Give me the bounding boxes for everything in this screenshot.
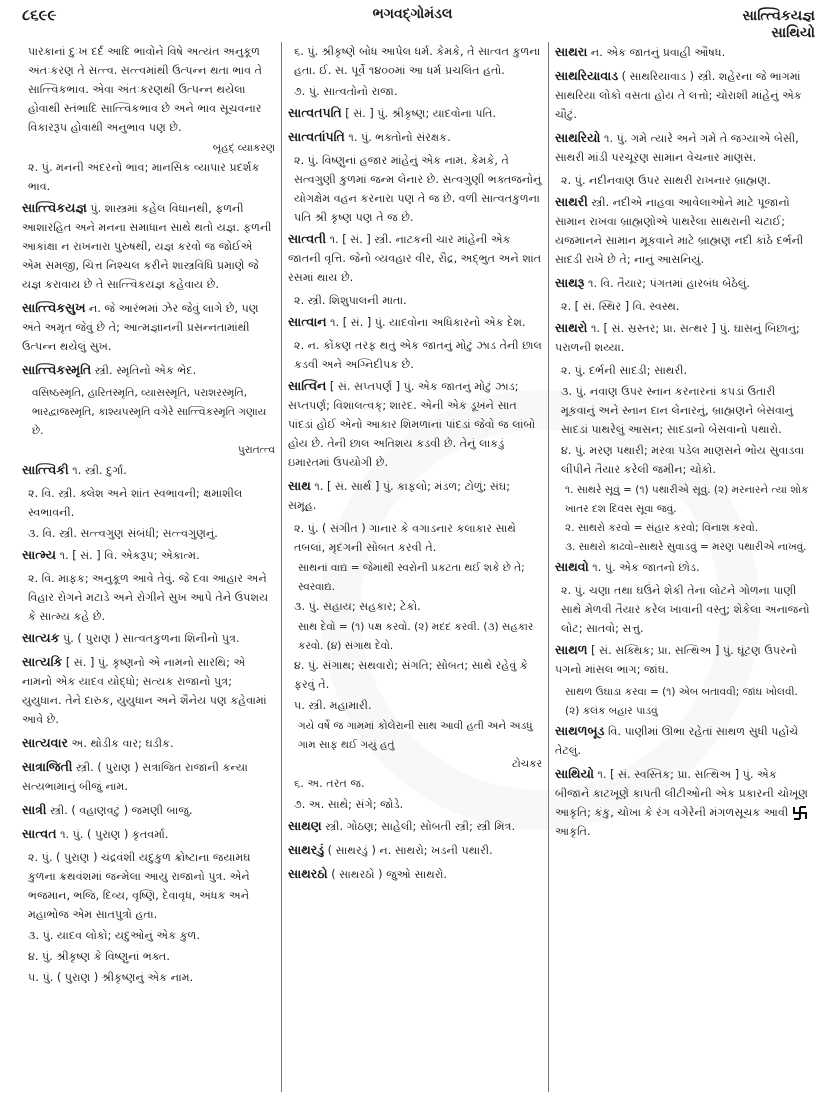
idiom-example: ૧. સાથરે સૂવું = (૧) પથારીએ સૂવું. (૨) મરનારને ત્યાં શોક ખાતર દશ દિવસ સૂવા જવું.: [565, 484, 809, 515]
definition-tail: આકૃતિ.: [555, 825, 591, 838]
entry-sense: [288, 519, 542, 557]
dictionary-entry: [555, 557, 810, 577]
entry-sense: [22, 484, 275, 522]
entry-sense: [288, 151, 542, 227]
headword: સાત્રાજિતી: [22, 759, 73, 774]
dictionary-entry: [22, 652, 275, 729]
headword: સાત્વાન: [288, 314, 327, 329]
dictionary-entry: [22, 757, 275, 796]
definition: ૧. પું. ભક્તોનો સંરક્ષક.: [348, 131, 451, 144]
headword: સાત્વતી: [288, 231, 327, 246]
dictionary-entry: [555, 273, 810, 293]
headword: સાત્ત્વિકી: [22, 462, 69, 477]
entry-sense: [22, 42, 275, 137]
dictionary-entry: [22, 628, 275, 648]
definition: ૨. પું. ચણા તથા ઘઉંને શેકી તેના લોટને ગોળના પાણી સાથે મેળવી તૈયાર કરેલ ખાવાની વસ્તુ; શેકેલા અનાજનો લોટ; સાતવો; સત્તુ.: [561, 584, 810, 635]
entry-sense: [555, 581, 810, 638]
usage-example: સાથ દેવો = (૧) પક્ષ કરવો. (૨) મદદ કરવી. (૩) સહકાર કરવો. (૪) સંગાથ દેવો.: [298, 621, 534, 652]
definition: ૨. પું. નદીનવાણ ઉપર સાથરી રાખનાર બ્રાહ્મણ.: [561, 174, 771, 187]
definition: પું. ( પુરાણ ) સાત્વતકુળના શિનીનો પુત્ર.: [63, 632, 240, 645]
headword: સાથરઠો: [288, 866, 328, 881]
swastika-icon: [792, 805, 808, 821]
dictionary-entry: [22, 800, 275, 820]
usage-example: સાથળ ઉઘાડા કરવા = (૧) એબ બતાવવી; જાંઘ ખોલવી. (૨) કલંક બહાર પાડવું: [565, 686, 798, 717]
headword: સાથરી: [555, 194, 588, 209]
page-number: ૮૬૯૯: [22, 6, 57, 24]
definition: ૩. પું. સહાય; સહકાર; ટેકો.: [294, 600, 421, 613]
dictionary-columns: [16, 42, 816, 1092]
definition: ૧. [ સં. સ્વસ્તિક; પ્રા. સત્થિઅ ] પું. એક બીજાને કાટખૂણે કાપતી લીટીઓની એક પ્રકારની ચોખૂણ આકૃતિ; કંકુ, ચોખા કે રંગ વગેરેની મંગળસૂચક આવી: [555, 768, 809, 819]
usage-example: સાથનાં વાદ્ય = જેમાંથી સ્વરોની પ્રકટતા થઈ શકે છે તે; સ્વરવાદ્ય.: [298, 562, 525, 593]
entry-sense: [22, 848, 275, 924]
guide-word-first: સાત્ત્વિકયજ્ઞ: [742, 8, 815, 24]
column-right: [549, 42, 816, 1092]
headword: સાત્વતપતિ: [288, 105, 342, 120]
usage-example: ગયે વર્ષે જ ગામમાં કોલેરાની સાથ આવી હતી અને અડધું ગામ સાફ થઈ ગયું હતું: [298, 720, 533, 751]
headword: સાત્યવાર: [22, 735, 68, 750]
entry-sense: [22, 524, 275, 543]
dictionary-entry: [555, 721, 810, 760]
headword: સાથરૂ: [555, 275, 585, 290]
definition: [ સં. સક્થિક; પ્રા. સત્થિઅ ] પું. ઘૂંટણ ઉપરનો પગનો માંસલ ભાગ; જાંઘ.: [555, 644, 798, 676]
dictionary-entry: [288, 840, 542, 860]
citation-source: પુરાતત્ત્વ: [237, 444, 275, 456]
headword: સાથ: [288, 478, 311, 493]
definition: [ સં. સપ્તપર્ણ ] પું. એક જાતનું મોટું ઝાડ; સપ્તપર્ણ; વિશાલત્વક્; શારદ. એની એક ડૂખને સાત પાંદડાં હોઈ એનો આકાર શિમળાનાં પાંદડાં જેવો જ લાંબો હોય છે. તેની છાલ અતિશય કડવી છે. તેનું લાકડું ઇમારતમાં ઉપયોગી છે.: [288, 380, 536, 469]
book-title: ભગવદ્ગોમંડલ: [372, 6, 453, 22]
dictionary-entry: [22, 460, 275, 480]
usage-example: વસિષ્ઠસ્મૃતિ, હારિતસ્મૃતિ, વ્યાસસ્મૃતિ, પરાશરસ્મૃતિ, ભારદ્વાજસ્મૃતિ, કાશ્યપસ્મૃતિ વગેરે સાત્ત્વિકસ્મૃતિ ગણાય છે.: [32, 387, 267, 437]
dictionary-entry: [22, 198, 275, 294]
entry-sense: [288, 82, 542, 101]
definition: ૧. [ સં. ] સ્ત્રી. નાટકની ચાર માંહેની એક જાતની વૃત્તિ. જેનો વ્યવહાર વીર, રૌદ્ર, અદ્ભુત અને શાંત રસમાં થાય છે.: [288, 233, 542, 284]
definition: અ. થોડીક વાર; ઘડીક.: [71, 737, 174, 750]
definition: પારકાનાં દુઃખ દર્દ આદિ ભાવોને વિષે અત્યંત અનુકૂળ અંતઃકરણ તે સત્ત્વ. સત્ત્વમાંથી ઉત્પન્ન થતા ભાવ તે સાત્ત્વિકભાવ. એવા અંતઃકરણથી ઉત્પન્ન થયેલા હોવાથી સ્તંભાદિ સાત્ત્વિકભાવ છે અને ભાવ સૂચવનાર વિકારરૂપ હોવાથી અનુભાવ પણ છે.: [28, 45, 263, 134]
headword: સાત્વિન: [288, 378, 327, 393]
headword: સાત્ત્વિકયજ્ઞ: [22, 200, 87, 215]
dictionary-entry: [555, 128, 810, 167]
headword: સાત્યક: [22, 630, 60, 645]
entry-sense: [288, 656, 542, 694]
headword: સાત્મ્ય: [22, 547, 57, 562]
definition: સ્ત્રી. સ્મૃતિનો એક ભેદ.: [94, 364, 197, 377]
definition: ૫. પું. ( પુરાણ ) શ્રીકૃષ્ણનું એક નામ.: [28, 971, 194, 984]
definition: ન. જે આરંભમાં ઝેર જેવું લાગે છે, પણ અંતે અમૃત જેવું છે તે; આત્મજ્ઞાનની પ્રસન્નતામાંથી ઉત્પન્ન થયેલું સુખ.: [22, 302, 259, 353]
headword: સાથરિયાવાડ: [555, 68, 619, 83]
definition: [ સં. ] પું. કૃષ્ણનો એ નામનો સારથિ; એ નામનો એક યાદવ યોદ્ધો; સત્યક રાજાનો પુત્ર; યુયુધાન. તેને દારુક, યુયુધાન અને શૈનેય પણ કહેવામાં આવે છે.: [22, 656, 267, 726]
definition: ૬. અ. તરત જ.: [294, 777, 365, 790]
definition: ૨. વિ. માફક; અનુકૂળ આવે તેવું. જે દવા આહાર અને વિહાર રોગને મટાડે અને રોગીને સુખ આપે તેને ઉપશય કે સાત્મ્ય કહે છે.: [28, 572, 269, 623]
entry-sense: [555, 382, 810, 439]
dictionary-entry: [288, 376, 542, 472]
entry-sense: [555, 171, 810, 190]
definition: ૨. પું. ( પુરાણ ) ચંદ્રવંશી યદુકુળ ક્રોષ્ટાના જયામઘ કુળના ક્રથવંશમાં જન્મેલા આયુ રાજાનો પુત્ર. એને ભજમાન, ભજિ, દિવ્ય, વૃષ્ણિ, દેવાવૃધ, અંધક અને મહાભોજ એમ સાતપુત્રો હતા.: [28, 851, 251, 921]
definition: ૪. પું. સંગાથ; સથવારો; સંગતિ; સોબત; સાથે રહેવું કે ફરવું તે.: [294, 659, 528, 691]
definition: ૨. પું. વિષ્ણુનાં હજાર માંહેનું એક નામ. કેમકે, તે સત્વગુણી કુળમાં જન્મ લેનાર છે. સત્વગુણી ભક્તજનોનું યોગક્ષેમ વહન કરનારા પણ તે જ છે. વળી સાત્વતકુળના પતિ શ્રી કૃષ્ણ પણ તે જ છે.: [294, 154, 542, 224]
headword: સાથળ: [555, 642, 588, 657]
definition: ૩. વિ. સ્ત્રી. સત્ત્વગુણ સંબંધી; સત્ત્વગુણનું.: [28, 527, 218, 540]
definition: ૪. પું. મરણ પથારી; મરવા પડેલ માણસને ભોંય સુવાડવા લીંપીને તૈયાર કરેલી જમીન; ચોકો.: [561, 444, 805, 476]
citation-source: ટોચકર: [512, 758, 542, 770]
headword: સાથરો: [555, 320, 588, 335]
definition: ૫. સ્ત્રી. મહામારી.: [294, 699, 372, 712]
headword: સાથણ: [288, 818, 322, 833]
entry-sense: [288, 774, 542, 793]
definition: ૭. પું. સાત્વતોનો રાજા.: [294, 85, 398, 98]
dictionary-entry: [555, 192, 810, 269]
dictionary-entry: [555, 764, 810, 841]
dictionary-entry: [288, 127, 542, 147]
headword: સાત્રી: [22, 802, 47, 817]
dictionary-entry: [288, 229, 542, 287]
entry-sense: [22, 158, 275, 196]
definition: ૧. પું. ( પુરાણ ) કૃતવર્મા.: [60, 828, 169, 841]
definition: ૨. પું. મનની અંદરનો ભાવ; માનસિક વ્યાપાર પ્રદર્શક ભાવ.: [28, 161, 260, 193]
headword: સાત્વત: [22, 826, 57, 841]
definition: સ્ત્રી. ( વહાણવટું ) જમણી બાજુ.: [50, 804, 193, 817]
definition: સ્ત્રી. નદીએ નાહવા આવેલાઓને માટે પૂજાનો સામાન રાખવા બ્રાહ્મણોએ પાથરેલા સાથરાની ચટાઈ; યજમાનને સામાન મૂકવાને માટે બ્રાહ્મણ નદી કાંઠે દર્ભની સાદડી રાખે છે તે; નાનું આસનિયું.: [555, 196, 804, 266]
definition: ૨. ન. કોંકણ તરફ થતું એક જાતનું મોટું ઝાડ તેની છાલ કડવી અને અગ્નિદીપક છે.: [294, 339, 542, 371]
definition: [ સં. ] પું. શ્રીકૃષ્ણ; યાદવોના પતિ.: [345, 107, 497, 120]
definition: ( સાથરડું ) ન. સાથરો; ખડની પથારી.: [327, 844, 493, 857]
column-left: [16, 42, 282, 1092]
headword: સાત્ત્વિકસ્મૃતિ: [22, 362, 92, 377]
entry-sense: [22, 569, 275, 626]
definition: ૧. [ સં. સ્રસ્તર; પ્રા. સત્થર ] પું. ઘાસનું બિછાનું; પરાળની શય્યા.: [555, 322, 800, 354]
dictionary-entry: [22, 733, 275, 753]
definition: ૩. પું. નવાણ ઉપર સ્નાન કરનારનાં કપડાં ઉતારી મૂકવાનું અને સ્નાન દાન લેનારનું, બ્રાહ્મણને બેસવાનું સાદડાં પાથરેલું આસન; સાદડાનો બેસવાનો પથારો.: [561, 385, 794, 436]
headword: સાથિયો: [555, 766, 594, 781]
dictionary-entry: [555, 66, 810, 124]
entry-sense: [288, 42, 542, 80]
idiom-example: ૩. સાથરો કાઢવો–સાથરે સુવાડવું = મરણ પથારીએ નાખવું.: [565, 541, 807, 553]
entry-sense: [22, 926, 275, 945]
definition: ૧. પું. એક જાતનો છોડ.: [592, 561, 700, 574]
entry-sense: [555, 441, 810, 479]
definition: સ્ત્રી. ( પુરાણ ) સત્રાજિત રાજાની કન્યા સત્યભામાનું બીજું નામ.: [22, 761, 248, 793]
headword: સાથરડું: [288, 842, 325, 857]
dictionary-entry: [22, 360, 275, 380]
guide-word-last: સાથિયો: [771, 25, 815, 41]
definition: ૨. વિ. સ્ત્રી. ક્લેશ અને શાંત સ્વભાવની; ક્ષમાશીલ સ્વભાવની.: [28, 487, 243, 519]
definition: ૬. પું. શ્રીકૃષ્ણે બોધ આપેલ ધર્મ. કેમકે, તે સાત્વત કુળના હતા. ઈ. સ. પૂર્વે ૧૪૦૦માં આ ધર્મ પ્રચલિત હતો.: [294, 45, 541, 77]
dictionary-entry: [288, 816, 542, 836]
dictionary-entry: [555, 640, 810, 679]
entry-sense: [288, 597, 542, 616]
entry-sense: [555, 297, 810, 316]
headword: સાથળબૂડ: [555, 723, 605, 738]
entry-sense: [22, 947, 275, 966]
entry-sense: [288, 795, 542, 814]
definition: ૩. પું. યાદવ લોકો; યદુઓનું એક કુળ.: [28, 929, 200, 942]
definition: ૧. પું. ગમે ત્યારે અને ગમે તે જગ્યાએ બેસી, સાથરી માંડી પરચૂરણ સામાન વેચનાર માણસ.: [555, 132, 799, 164]
definition: ૨. [ સં. સ્થિર ] વિ. સ્વસ્થ.: [561, 300, 680, 313]
definition: ૨. પું. ( સંગીત ) ગાનાર કે વગાડનાર કલાકાર સાથે તબલાં, મૃદંગની સોબત કરવી તે.: [294, 522, 516, 554]
entry-sense: [288, 291, 542, 310]
headword: સાત્વતાંપતિ: [288, 129, 345, 144]
guide-words: [742, 8, 815, 42]
headword: સાથવો: [555, 559, 589, 574]
definition: ૧. [ સં. સાર્થ ] પું. કાફલો; મંડળ; ટોળું; સંઘ; સમૂહ.: [288, 480, 511, 512]
definition: ૧. વિ. તૈયાર; પંગતમાં હારબંધ બેઠેલું.: [588, 277, 750, 290]
definition: ૪. પું. શ્રીકૃષ્ણ કે વિષ્ણુનાં ભક્ત.: [28, 950, 170, 963]
definition: સ્ત્રી. ગોઠણ; સાહેલી; સોબતી સ્ત્રી; સ્ત્રી મિત્ર.: [325, 820, 516, 833]
headword: સાથરિયો: [555, 130, 601, 145]
entry-sense: [22, 968, 275, 987]
definition: ૧. સ્ત્રી. દુર્ગા.: [72, 464, 127, 477]
dictionary-entry: [22, 545, 275, 565]
definition: ૨. પું. દર્ભની સાદડી; સાથરી.: [561, 364, 687, 377]
entry-sense: [288, 336, 542, 374]
headword: સાત્ત્વિકસુખ: [22, 300, 86, 315]
dictionary-entry: [288, 103, 542, 123]
column-middle: [282, 42, 549, 1092]
page-header: [0, 0, 825, 46]
definition: ( સાથરિયાવાડ ) સ્ત્રી. શહેરના જે ભાગમાં સાથરિયા લોકો વસતા હોય તે લત્તો; ચોરાશી માંહેનું એક ચૌટું.: [555, 70, 802, 121]
dictionary-entry: [288, 864, 542, 884]
definition: ૭. અ. સાથે; સંગે; જોડે.: [294, 798, 404, 811]
headword: સાથરા: [555, 44, 588, 59]
dictionary-entry: [22, 824, 275, 844]
entry-sense: [288, 696, 542, 715]
definition: ( સાથરઠો ) જુઓ સાથરો.: [331, 868, 447, 881]
dictionary-entry: [555, 318, 810, 357]
definition: ૨. સ્ત્રી. શિશુપાલની માતા.: [294, 294, 407, 307]
dictionary-entry: [22, 298, 275, 356]
dictionary-entry: [555, 42, 810, 62]
dictionary-entry: [288, 312, 542, 332]
idiom-example: ૨. સાથરો કરવો = સંહાર કરવો; વિનાશ કરવો.: [565, 522, 759, 534]
definition: ૧. [ સં. ] પું. યાદવોના અધિકારનો એક દેશ.: [330, 316, 526, 329]
citation-source: બૃહદ્ વ્યાકરણ: [212, 142, 275, 154]
definition: વિ. પાણીમાં ઊભા રહેતાં સાથળ સુધી પહોંચે તેટલું.: [555, 725, 799, 757]
definition: પું. શાસ્ત્રમાં કહેલ વિધાનથી, ફળની આશારહિત અને મનના સમાધાન સાથે થતો યજ્ઞ. ફળની આકાંક્ષા ન રાખનારા પુરુષથી, યજ્ઞ કરવો જ જોઈએ એમ સમજી, ચિત્ત નિશ્ચલ કરીને શાસ્ત્રવિધિ પ્રમાણે જે યજ્ઞ કરાવાય છે તે સાત્ત્વિકયજ્ઞ કહેવાય છે.: [22, 202, 272, 291]
dictionary-entry: [288, 476, 542, 515]
definition: ૧. [ સં. ] વિ. એકરૂપ; એકાત્મ.: [59, 549, 200, 562]
definition: ન. એક જાતનું પ્રવાહી ઔષધ.: [590, 46, 726, 59]
headword: સાત્યકિ: [22, 654, 63, 669]
entry-sense: [555, 361, 810, 380]
